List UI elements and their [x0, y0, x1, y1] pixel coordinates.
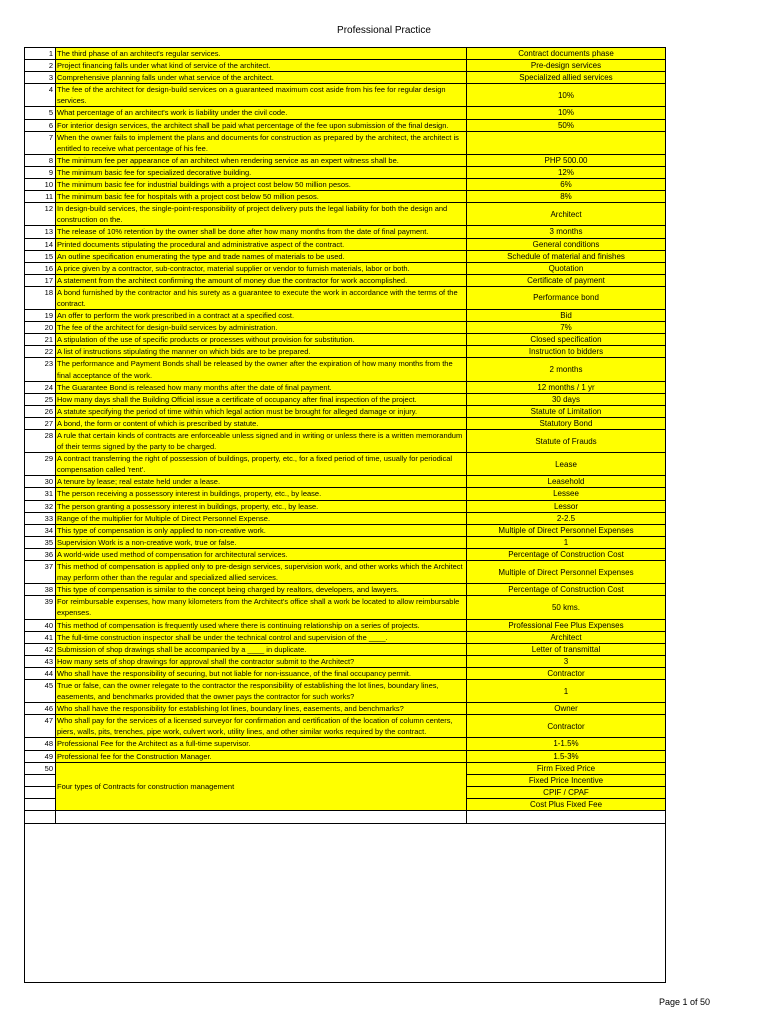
blank-cell	[25, 811, 56, 824]
question-text: The person granting a possessory interest in buildings, property, etc., by lease.	[56, 500, 467, 512]
answer-text: PHP 500.00	[467, 154, 666, 166]
table-row	[25, 226, 666, 238]
question-number: 18	[25, 286, 56, 309]
table-row	[25, 250, 666, 262]
table-row	[25, 512, 666, 524]
question-number: 15	[25, 250, 56, 262]
answer-text: Lessee	[467, 488, 666, 500]
answer-text: Multiple of Direct Personnel Expenses	[467, 524, 666, 536]
answer-text: 3	[467, 655, 666, 667]
question-text: The performance and Payment Bonds shall be released by the owner after the expiration of how many months from the final acceptance of the work.	[56, 358, 467, 381]
question-number: 22	[25, 346, 56, 358]
questions-table-body	[25, 48, 666, 824]
question-text: An outline specification enumerating the type and trade names of materials to be used.	[56, 250, 467, 262]
answer-text: Fixed Price Incentive	[467, 774, 666, 786]
question-number: 25	[25, 393, 56, 405]
question-number: 43	[25, 655, 56, 667]
page-number: Page 1 of 50	[658, 997, 710, 1007]
table-row	[25, 631, 666, 643]
question-number: 40	[25, 619, 56, 631]
questions-table	[24, 47, 666, 824]
question-text: The minimum basic fee for hospitals with a project cost below 50 million pesos.	[56, 191, 467, 203]
table-row	[25, 679, 666, 702]
table-row	[25, 762, 666, 774]
question-number: 9	[25, 166, 56, 178]
question-number: 29	[25, 453, 56, 476]
answer-text: 12%	[467, 166, 666, 178]
answer-text: 3 months	[467, 226, 666, 238]
question-number: 17	[25, 274, 56, 286]
question-number: 47	[25, 715, 56, 738]
answer-text: Instruction to bidders	[467, 346, 666, 358]
question-text: Supervision Work is a non-creative work, true or false.	[56, 536, 467, 548]
answer-text: 10%	[467, 107, 666, 119]
question-text: The minimum basic fee for specialized decorative building.	[56, 166, 467, 178]
question-number: 24	[25, 381, 56, 393]
question-text: True or false, can the owner relegate to the contractor the responsibility of establishing the lot lines, boundary lines, easements, and benchmarks provided that the owner pays the contractor for such works?	[56, 679, 467, 702]
answer-text: Bid	[467, 310, 666, 322]
table-row	[25, 393, 666, 405]
question-text: A world-wide used method of compensation for architectural services.	[56, 548, 467, 560]
question-text: Printed documents stipulating the procedural and administrative aspect of the contract.	[56, 238, 467, 250]
question-number	[25, 798, 56, 810]
question-number: 42	[25, 643, 56, 655]
table-row	[25, 358, 666, 381]
question-number: 46	[25, 703, 56, 715]
table-row	[25, 738, 666, 750]
answer-text: 10%	[467, 84, 666, 107]
answer-text: Contractor	[467, 667, 666, 679]
question-number: 8	[25, 154, 56, 166]
question-text: A bond furnished by the contractor and his surety as a guarantee to execute the work in accordance with the terms of the contract.	[56, 286, 467, 309]
table-row	[25, 619, 666, 631]
question-text: Submission of shop drawings shall be accompanied by a ____ in duplicate.	[56, 643, 467, 655]
question-number: 32	[25, 500, 56, 512]
answer-text: Specialized allied services	[467, 72, 666, 84]
question-number: 23	[25, 358, 56, 381]
question-text: The minimum fee per appearance of an architect when rendering service as an expert witness shall be.	[56, 154, 467, 166]
question-number: 16	[25, 262, 56, 274]
table-row	[25, 107, 666, 119]
question-text: An offer to perform the work prescribed in a contract at a specified cost.	[56, 310, 467, 322]
question-text: A price given by a contractor, sub-contractor, material supplier or vendor to furnish materials, labor or both.	[56, 262, 467, 274]
question-number: 19	[25, 310, 56, 322]
answer-text: Letter of transmittal	[467, 643, 666, 655]
question-text: Four types of Contracts for construction management	[56, 762, 467, 810]
question-number: 34	[25, 524, 56, 536]
question-number: 27	[25, 417, 56, 429]
table-row	[25, 596, 666, 619]
question-text: For reimbursable expenses, how many kilometers from the Architect's office shall a work be located to allow reimbursable expenses.	[56, 596, 467, 619]
answer-text: Cost Plus Fixed Fee	[467, 798, 666, 810]
question-number: 20	[25, 322, 56, 334]
answer-text: Lessor	[467, 500, 666, 512]
blank-row	[25, 811, 666, 824]
table-row	[25, 703, 666, 715]
question-text: The third phase of an architect's regular services.	[56, 48, 467, 60]
table-row	[25, 238, 666, 250]
question-number: 44	[25, 667, 56, 679]
question-number: 35	[25, 536, 56, 548]
question-text: A statute specifying the period of time within which legal action must be brought for alleged damage or injury.	[56, 405, 467, 417]
question-number: 45	[25, 679, 56, 702]
question-text: Comprehensive planning falls under what service of the architect.	[56, 72, 467, 84]
answer-text: Leasehold	[467, 476, 666, 488]
answer-text: 2-2.5	[467, 512, 666, 524]
table-row	[25, 203, 666, 226]
answer-text: 8%	[467, 191, 666, 203]
table-row	[25, 488, 666, 500]
question-number: 38	[25, 584, 56, 596]
question-number	[25, 774, 56, 786]
table-row	[25, 60, 666, 72]
question-text: Professional Fee for the Architect as a full-time supervisor.	[56, 738, 467, 750]
table-row	[25, 715, 666, 738]
question-number: 26	[25, 405, 56, 417]
answer-text: Lease	[467, 453, 666, 476]
table-row	[25, 584, 666, 596]
table-row	[25, 84, 666, 107]
table-row	[25, 548, 666, 560]
question-number: 21	[25, 334, 56, 346]
question-text: What percentage of an architect's work is liability under the civil code.	[56, 107, 467, 119]
answer-text: Statutory Bond	[467, 417, 666, 429]
answer-text: Contract documents phase	[467, 48, 666, 60]
answer-text: Contractor	[467, 715, 666, 738]
answer-text: 50%	[467, 119, 666, 131]
table-row	[25, 286, 666, 309]
question-number: 2	[25, 60, 56, 72]
answer-text: 50 kms.	[467, 596, 666, 619]
question-text: The person receiving a possessory interest in buildings, property, etc., by lease.	[56, 488, 467, 500]
answer-text: Percentage of Construction Cost	[467, 584, 666, 596]
question-number: 50	[25, 762, 56, 774]
table-row	[25, 346, 666, 358]
question-text: Who shall have the responsibility of securing, but not liable for non-issuance, of the final occupancy permit.	[56, 667, 467, 679]
table-row	[25, 536, 666, 548]
question-number	[25, 786, 56, 798]
question-text: When the owner fails to implement the plans and documents for construction as prepared by the architect, the architect is entitled to receive what percentage of his fee.	[56, 131, 467, 154]
answer-text: Professional Fee Plus Expenses	[467, 619, 666, 631]
table-row	[25, 131, 666, 154]
question-text: A list of instructions stipulating the manner on which bids are to be prepared.	[56, 346, 467, 358]
question-number: 3	[25, 72, 56, 84]
question-number: 7	[25, 131, 56, 154]
blank-cell	[467, 811, 666, 824]
question-text: How many days shall the Building Official issue a certificate of occupancy after final inspection of the project.	[56, 393, 467, 405]
question-number: 33	[25, 512, 56, 524]
table-row	[25, 191, 666, 203]
question-text: Project financing falls under what kind of service of the architect.	[56, 60, 467, 72]
answer-text: Pre-design services	[467, 60, 666, 72]
table-row	[25, 310, 666, 322]
table-row	[25, 381, 666, 393]
question-text: The release of 10% retention by the owner shall be done after how many months from the date of final payment.	[56, 226, 467, 238]
question-text: This type of compensation is only applied to non-creative work.	[56, 524, 467, 536]
question-text: A tenure by lease; real estate held under a lease.	[56, 476, 467, 488]
table-row	[25, 262, 666, 274]
question-number: 12	[25, 203, 56, 226]
question-text: The minimum basic fee for industrial buildings with a project cost below 50 million pesos.	[56, 179, 467, 191]
question-text: This type of compensation is similar to the concept being charged by realtors, developers, and lawyers.	[56, 584, 467, 596]
answer-text: Performance bond	[467, 286, 666, 309]
question-number: 30	[25, 476, 56, 488]
page-title: Professional Practice	[337, 25, 431, 36]
question-text: The fee of the architect for design-build services on a guaranteed maximum cost aside from his fee for regular design services.	[56, 84, 467, 107]
table-row	[25, 750, 666, 762]
question-text: Who shall have the responsibility for establishing lot lines, boundary lines, easements, and benchmarks?	[56, 703, 467, 715]
table-row	[25, 476, 666, 488]
answer-text: 2 months	[467, 358, 666, 381]
answer-text: 1	[467, 536, 666, 548]
table-row	[25, 667, 666, 679]
answer-text: 1.5-3%	[467, 750, 666, 762]
question-number: 6	[25, 119, 56, 131]
table-row	[25, 405, 666, 417]
question-text: A contract transferring the right of possession of buildings, property, etc., for a fixed period of time, usually for periodical compensation called 'rent'.	[56, 453, 467, 476]
table-row	[25, 274, 666, 286]
table-row	[25, 334, 666, 346]
answer-text: Statute of Limitation	[467, 405, 666, 417]
question-text: This method of compensation is applied only to pre-design services, supervision work, and other works which the Architect may perform other than the regular and specialized allied services.	[56, 561, 467, 584]
table-row	[25, 119, 666, 131]
answer-text: Owner	[467, 703, 666, 715]
question-number: 14	[25, 238, 56, 250]
question-number: 36	[25, 548, 56, 560]
answer-text: Closed specification	[467, 334, 666, 346]
answer-text: 1	[467, 679, 666, 702]
table-row	[25, 500, 666, 512]
table-row	[25, 417, 666, 429]
answer-text: Quotation	[467, 262, 666, 274]
answer-text: Firm Fixed Price	[467, 762, 666, 774]
question-text: For interior design services, the architect shall be paid what percentage of the fee upon submission of the final design.	[56, 119, 467, 131]
table-row	[25, 524, 666, 536]
table-row	[25, 561, 666, 584]
answer-text: 30 days	[467, 393, 666, 405]
table-row	[25, 655, 666, 667]
question-number: 49	[25, 750, 56, 762]
answer-text: Architect	[467, 631, 666, 643]
question-number: 1	[25, 48, 56, 60]
answer-text: 7%	[467, 322, 666, 334]
table-row	[25, 643, 666, 655]
answer-text: Multiple of Direct Personnel Expenses	[467, 561, 666, 584]
answer-text: 12 months / 1 yr	[467, 381, 666, 393]
blank-cell	[56, 811, 467, 824]
question-text: Range of the multiplier for Multiple of Direct Personnel Expense.	[56, 512, 467, 524]
question-text: In design-build services, the single-point-responsibility of project delivery puts the legal liability for both the design and construction on the.	[56, 203, 467, 226]
question-text: The Guarantee Bond is released how many months after the date of final payment.	[56, 381, 467, 393]
answer-text	[467, 131, 666, 154]
answer-text: CPIF / CPAF	[467, 786, 666, 798]
table-row	[25, 166, 666, 178]
table-row	[25, 154, 666, 166]
answer-text: Schedule of material and finishes	[467, 250, 666, 262]
question-number: 10	[25, 179, 56, 191]
answer-text: 1-1.5%	[467, 738, 666, 750]
question-number: 5	[25, 107, 56, 119]
table-row	[25, 430, 666, 453]
question-number: 28	[25, 430, 56, 453]
question-text: A statement from the architect confirming the amount of money due the contractor for work accomplished.	[56, 274, 467, 286]
question-number: 39	[25, 596, 56, 619]
table-row	[25, 322, 666, 334]
question-text: The full-time construction inspector shall be under the technical control and supervision of the ____.	[56, 631, 467, 643]
answer-text: 6%	[467, 179, 666, 191]
question-number: 13	[25, 226, 56, 238]
question-text: Who shall pay for the services of a licensed surveyor for confirmation and certification of the location of column centers, piers, walls, pits, trenches, pipe work, culvert work, utility lines, and other similar works required by the contract.	[56, 715, 467, 738]
question-number: 41	[25, 631, 56, 643]
question-text: A stipulation of the use of specific products or processes without provision for substitution.	[56, 334, 467, 346]
table-row	[25, 48, 666, 60]
answer-text: Architect	[467, 203, 666, 226]
question-number: 4	[25, 84, 56, 107]
answer-text: Percentage of Construction Cost	[467, 548, 666, 560]
table-row	[25, 179, 666, 191]
answer-text: Statute of Frauds	[467, 430, 666, 453]
question-text: The fee of the architect for design-build services by administration.	[56, 322, 467, 334]
question-number: 48	[25, 738, 56, 750]
question-number: 11	[25, 191, 56, 203]
question-text: A rule that certain kinds of contracts are enforceable unless signed and in writing or unless there is a written memorandum of their terms signed by the party to be charged.	[56, 430, 467, 453]
answer-text: Certificate of payment	[467, 274, 666, 286]
question-text: This method of compensation is frequently used where there is continuing relationship on a series of projects.	[56, 619, 467, 631]
table-row	[25, 72, 666, 84]
question-text: Professional fee for the Construction Manager.	[56, 750, 467, 762]
question-number: 37	[25, 561, 56, 584]
table-row	[25, 453, 666, 476]
answer-text: General conditions	[467, 238, 666, 250]
question-text: How many sets of shop drawings for approval shall the contractor submit to the Architect?	[56, 655, 467, 667]
question-number: 31	[25, 488, 56, 500]
question-text: A bond, the form or content of which is prescribed by statute.	[56, 417, 467, 429]
